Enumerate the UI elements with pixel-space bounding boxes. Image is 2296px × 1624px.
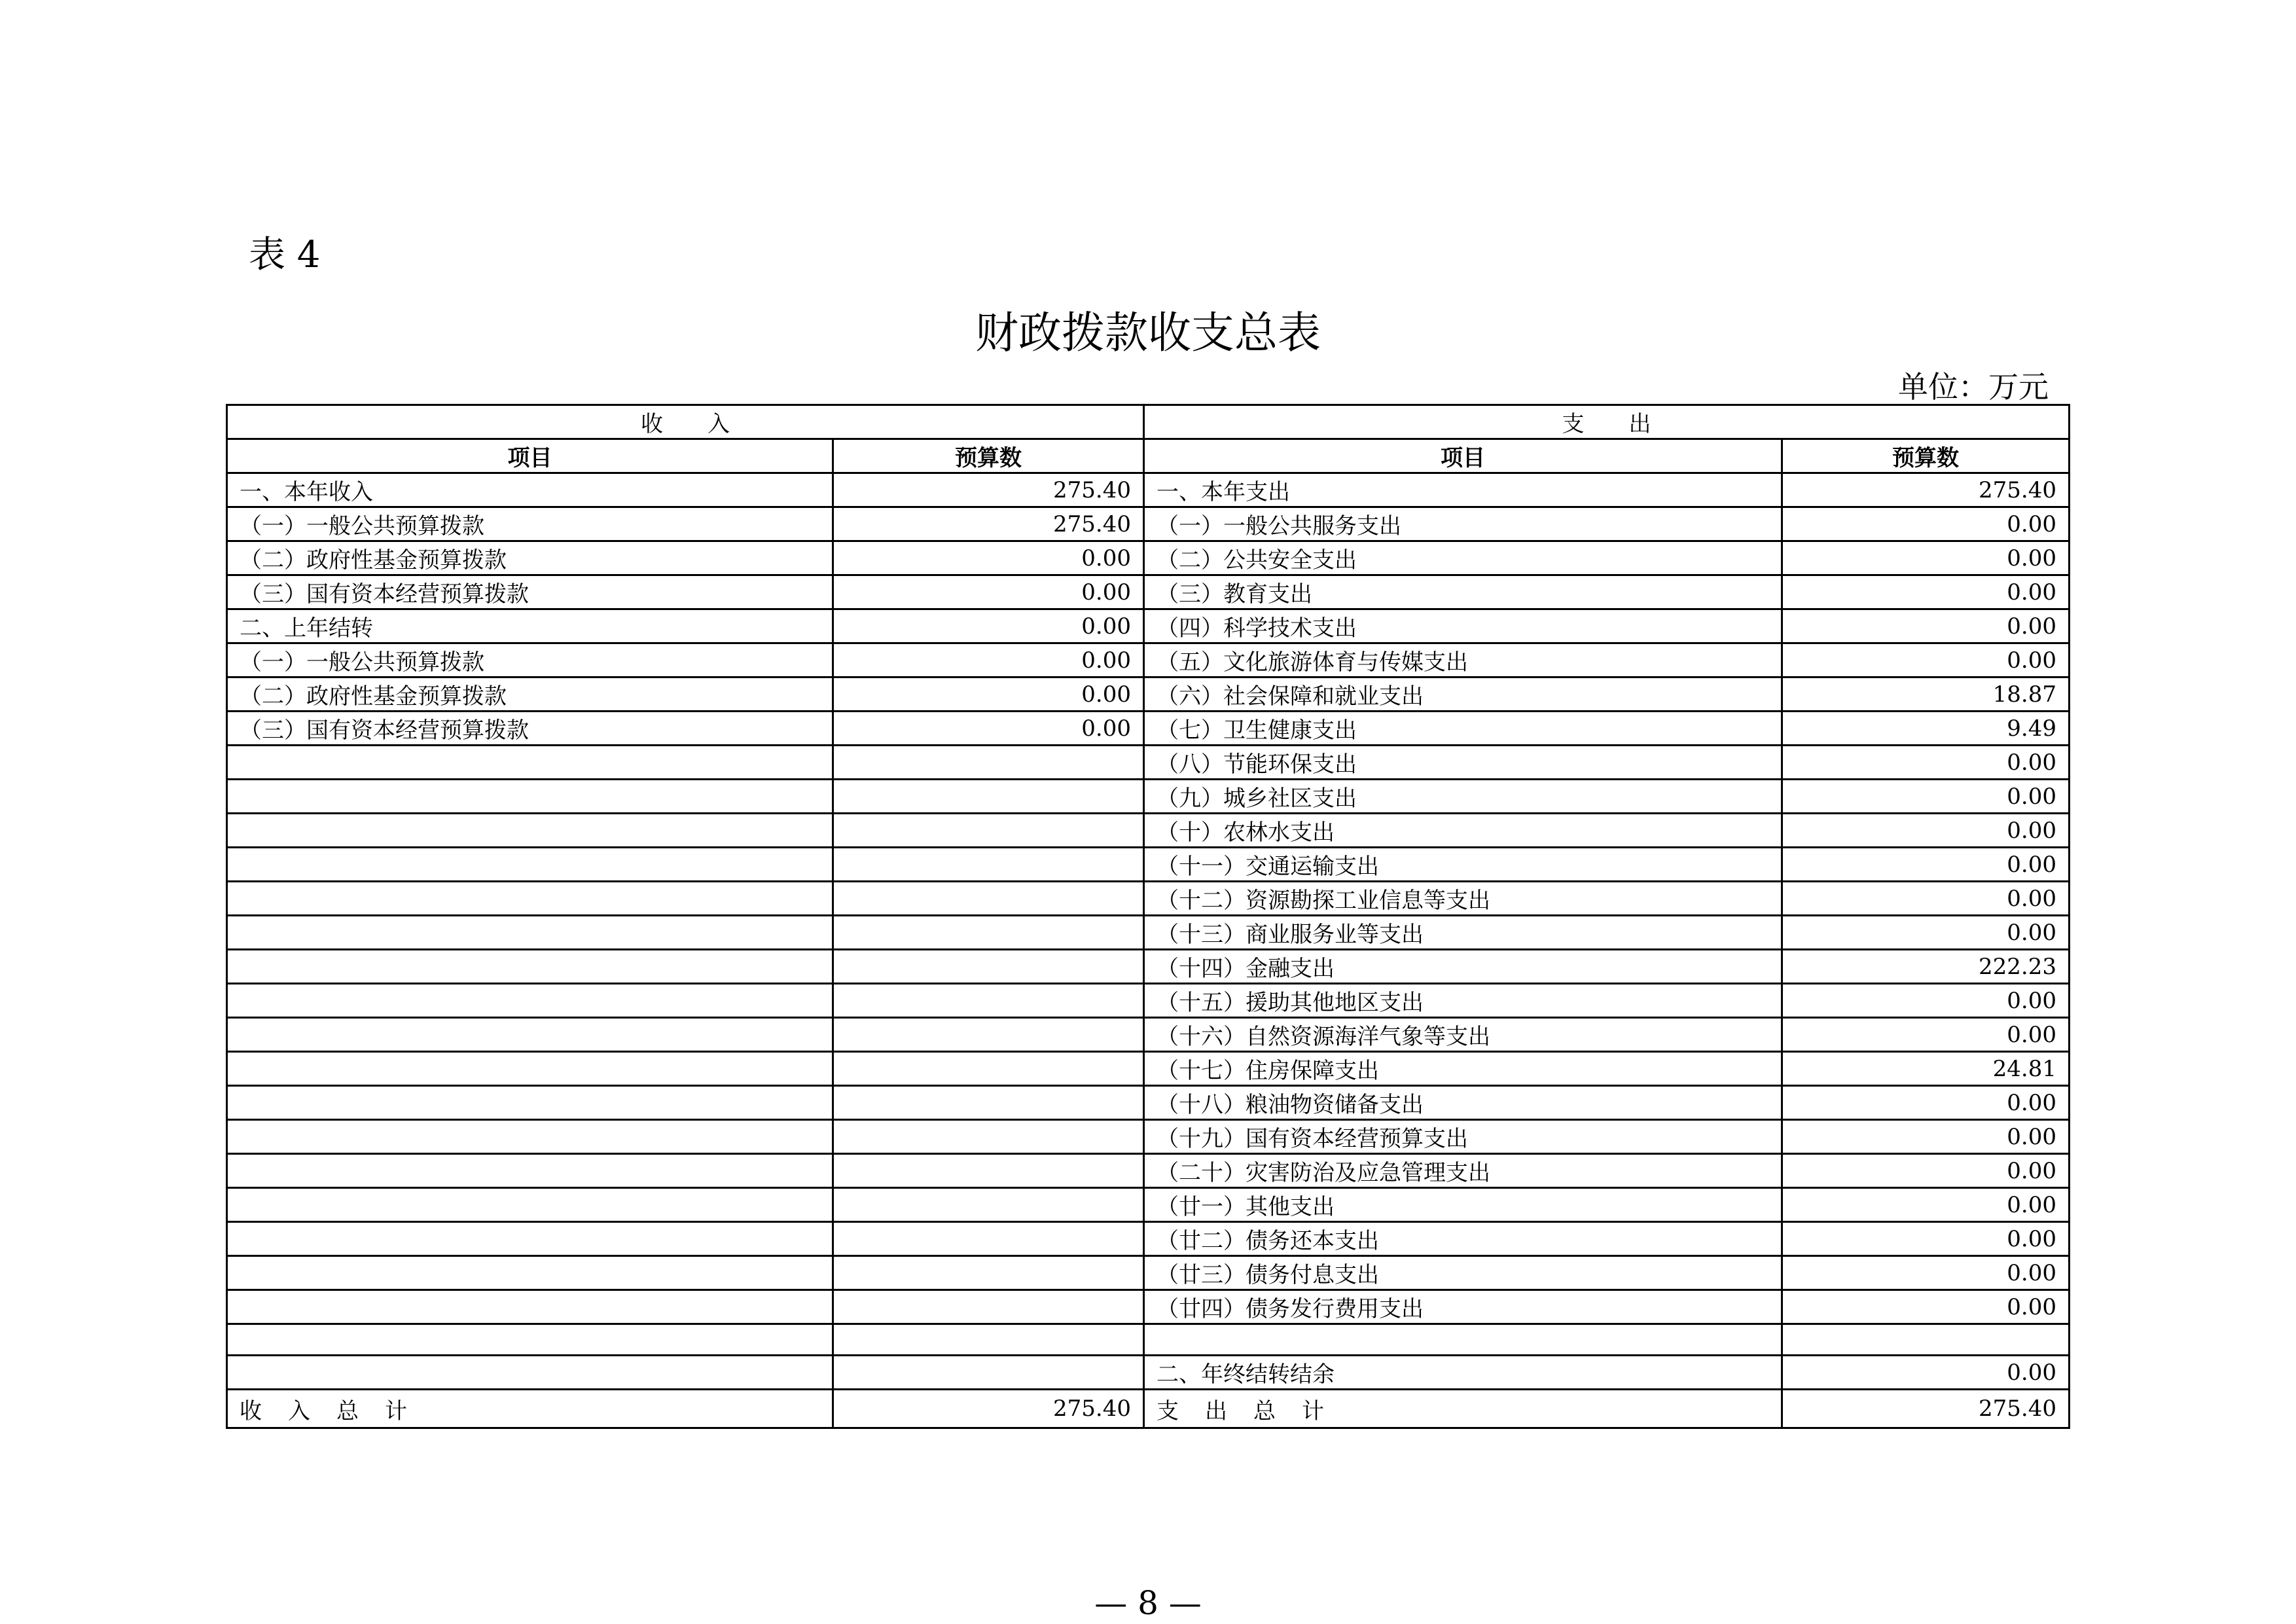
income-item-cell <box>227 984 833 1018</box>
income-item-cell <box>227 950 833 984</box>
table-row <box>227 1154 2070 1188</box>
expense-value-cell: 0.00 <box>1782 1290 2070 1324</box>
income-item-cell <box>227 1086 833 1120</box>
expense-item-cell: （十六）自然资源海洋气象等支出 <box>1144 1018 1782 1052</box>
table-row <box>227 609 2070 643</box>
expense-value-cell: 0.00 <box>1782 1018 2070 1052</box>
income-item-cell <box>227 1018 833 1052</box>
income-header: 收 入 <box>227 405 1144 439</box>
table-row <box>227 814 2070 848</box>
table-row <box>227 882 2070 916</box>
income-item-cell: （一）一般公共预算拨款 <box>227 507 833 541</box>
expense-header: 支 出 <box>1144 405 2070 439</box>
income-value-cell <box>833 984 1144 1018</box>
expense-item-cell: （七）卫生健康支出 <box>1144 712 1782 746</box>
expense-value-cell: 0.00 <box>1782 848 2070 882</box>
table-row <box>227 1356 2070 1390</box>
expense-value-cell: 222.23 <box>1782 950 2070 984</box>
table-row <box>227 984 2070 1018</box>
income-item-cell <box>227 1052 833 1086</box>
income-item-cell <box>227 1154 833 1188</box>
income-item-cell <box>227 1256 833 1290</box>
expense-total-label: 支出总计 <box>1144 1390 1782 1428</box>
income-value-cell <box>833 950 1144 984</box>
income-value-cell <box>833 1052 1144 1086</box>
expense-item-cell: （六）社会保障和就业支出 <box>1144 677 1782 712</box>
income-value-cell <box>833 1188 1144 1222</box>
expense-value-cell: 0.00 <box>1782 1154 2070 1188</box>
expense-item-cell: （十）农林水支出 <box>1144 814 1782 848</box>
page-title: 财政拨款收支总表 <box>975 308 1321 358</box>
income-value-cell <box>833 1256 1144 1290</box>
table-row <box>227 712 2070 746</box>
expense-value-cell: 0.00 <box>1782 541 2070 575</box>
page-number: — 8 — <box>1094 1584 1202 1622</box>
expense-budget-header: 预算数 <box>1782 439 2070 473</box>
section-header-row <box>227 405 2070 439</box>
income-value-cell <box>833 882 1144 916</box>
income-value-cell: 275.40 <box>833 507 1144 541</box>
expense-item-cell: （三）教育支出 <box>1144 575 1782 609</box>
table-row <box>227 916 2070 950</box>
table-row <box>227 1188 2070 1222</box>
expense-value-cell: 0.00 <box>1782 882 2070 916</box>
income-item-cell: （三）国有资本经营预算拨款 <box>227 575 833 609</box>
expense-value-cell: 0.00 <box>1782 609 2070 643</box>
table-row <box>227 1018 2070 1052</box>
table-row <box>227 848 2070 882</box>
income-value-cell <box>833 1120 1144 1154</box>
income-total-value: 275.40 <box>833 1390 1144 1428</box>
income-value-cell: 0.00 <box>833 609 1144 643</box>
table-row <box>227 780 2070 814</box>
income-value-cell <box>833 814 1144 848</box>
table-row <box>227 950 2070 984</box>
income-value-cell <box>833 1222 1144 1256</box>
expense-value-cell: 0.00 <box>1782 1256 2070 1290</box>
expense-value-cell: 24.81 <box>1782 1052 2070 1086</box>
expense-item-cell: （廿二）债务还本支出 <box>1144 1222 1782 1256</box>
income-item-cell <box>227 916 833 950</box>
expense-value-cell: 0.00 <box>1782 1086 2070 1120</box>
expense-item-cell: （十二）资源勘探工业信息等支出 <box>1144 882 1782 916</box>
table-row <box>227 575 2070 609</box>
income-item-cell: 二、上年结转 <box>227 609 833 643</box>
income-value-cell <box>833 916 1144 950</box>
income-item-cell <box>227 780 833 814</box>
income-value-cell: 0.00 <box>833 541 1144 575</box>
income-item-cell <box>227 1222 833 1256</box>
income-item-cell <box>227 814 833 848</box>
budget-table <box>226 404 2070 1429</box>
table-label: 表 4 <box>249 234 321 276</box>
expense-value-cell: 0.00 <box>1782 643 2070 677</box>
table-row <box>227 507 2070 541</box>
income-value-cell <box>833 848 1144 882</box>
income-value-cell: 275.40 <box>833 473 1144 507</box>
table-row <box>227 746 2070 780</box>
expense-item-cell: （廿一）其他支出 <box>1144 1188 1782 1222</box>
expense-value-cell: 0.00 <box>1782 814 2070 848</box>
expense-item-cell: （二十）灾害防治及应急管理支出 <box>1144 1154 1782 1188</box>
expense-item-cell: （十一）交通运输支出 <box>1144 848 1782 882</box>
income-value-cell <box>833 1018 1144 1052</box>
expense-value-cell: 0.00 <box>1782 1356 2070 1390</box>
income-item-cell <box>227 1188 833 1222</box>
table-row <box>227 1324 2070 1356</box>
expense-item-cell: （廿四）债务发行费用支出 <box>1144 1290 1782 1324</box>
income-item-cell <box>227 746 833 780</box>
income-total-label: 收入总计 <box>227 1390 833 1428</box>
expense-item-cell: （十七）住房保障支出 <box>1144 1052 1782 1086</box>
table-row <box>227 1290 2070 1324</box>
income-item-cell <box>227 1356 833 1390</box>
total-row <box>227 1390 2070 1428</box>
income-item-cell <box>227 1120 833 1154</box>
table-row <box>227 1256 2070 1290</box>
expense-value-cell: 0.00 <box>1782 1222 2070 1256</box>
table-row <box>227 643 2070 677</box>
expense-value-cell: 0.00 <box>1782 1120 2070 1154</box>
expense-item-header: 项目 <box>1144 439 1782 473</box>
income-item-cell <box>227 848 833 882</box>
income-value-cell <box>833 1154 1144 1188</box>
unit-label: 单位：万元 <box>1898 369 2049 405</box>
expense-item-cell: （九）城乡社区支出 <box>1144 780 1782 814</box>
income-item-header: 项目 <box>227 439 833 473</box>
income-item-cell <box>227 1290 833 1324</box>
expense-value-cell: 0.00 <box>1782 984 2070 1018</box>
income-item-cell: （二）政府性基金预算拨款 <box>227 541 833 575</box>
table-row <box>227 541 2070 575</box>
expense-value-cell: 0.00 <box>1782 507 2070 541</box>
expense-item-cell: （十八）粮油物资储备支出 <box>1144 1086 1782 1120</box>
income-value-cell: 0.00 <box>833 677 1144 712</box>
expense-value-cell: 275.40 <box>1782 473 2070 507</box>
table-row <box>227 1086 2070 1120</box>
income-value-cell <box>833 780 1144 814</box>
table-row <box>227 473 2070 507</box>
table-row <box>227 1052 2070 1086</box>
income-value-cell: 0.00 <box>833 575 1144 609</box>
income-value-cell <box>833 1356 1144 1390</box>
income-value-cell <box>833 1290 1144 1324</box>
expense-value-cell: 9.49 <box>1782 712 2070 746</box>
table-row <box>227 677 2070 712</box>
income-item-cell: （二）政府性基金预算拨款 <box>227 677 833 712</box>
expense-value-cell: 0.00 <box>1782 780 2070 814</box>
expense-item-cell: 二、年终结转结余 <box>1144 1356 1782 1390</box>
expense-item-cell <box>1144 1324 1782 1356</box>
income-value-cell: 0.00 <box>833 712 1144 746</box>
income-budget-header: 预算数 <box>833 439 1144 473</box>
expense-item-cell: （十四）金融支出 <box>1144 950 1782 984</box>
expense-item-cell: （五）文化旅游体育与传媒支出 <box>1144 643 1782 677</box>
expense-value-cell: 0.00 <box>1782 1188 2070 1222</box>
expense-value-cell: 18.87 <box>1782 677 2070 712</box>
expense-item-cell: （二）公共安全支出 <box>1144 541 1782 575</box>
column-header-row <box>227 439 2070 473</box>
expense-value-cell: 0.00 <box>1782 575 2070 609</box>
expense-item-cell: （十三）商业服务业等支出 <box>1144 916 1782 950</box>
expense-item-cell: （廿三）债务付息支出 <box>1144 1256 1782 1290</box>
income-item-cell: 一、本年收入 <box>227 473 833 507</box>
expense-item-cell: 一、本年支出 <box>1144 473 1782 507</box>
expense-item-cell: （十五）援助其他地区支出 <box>1144 984 1782 1018</box>
expense-item-cell: （八）节能环保支出 <box>1144 746 1782 780</box>
income-item-cell: （三）国有资本经营预算拨款 <box>227 712 833 746</box>
income-item-cell <box>227 1324 833 1356</box>
income-value-cell <box>833 746 1144 780</box>
table-row <box>227 1120 2070 1154</box>
expense-value-cell <box>1782 1324 2070 1356</box>
income-value-cell <box>833 1324 1144 1356</box>
expense-value-cell: 0.00 <box>1782 916 2070 950</box>
expense-value-cell: 0.00 <box>1782 746 2070 780</box>
income-value-cell: 0.00 <box>833 643 1144 677</box>
expense-item-cell: （一）一般公共服务支出 <box>1144 507 1782 541</box>
expense-total-value: 275.40 <box>1782 1390 2070 1428</box>
expense-item-cell: （十九）国有资本经营预算支出 <box>1144 1120 1782 1154</box>
income-value-cell <box>833 1086 1144 1120</box>
table-row <box>227 1222 2070 1256</box>
expense-item-cell: （四）科学技术支出 <box>1144 609 1782 643</box>
income-item-cell: （一）一般公共预算拨款 <box>227 643 833 677</box>
income-item-cell <box>227 882 833 916</box>
